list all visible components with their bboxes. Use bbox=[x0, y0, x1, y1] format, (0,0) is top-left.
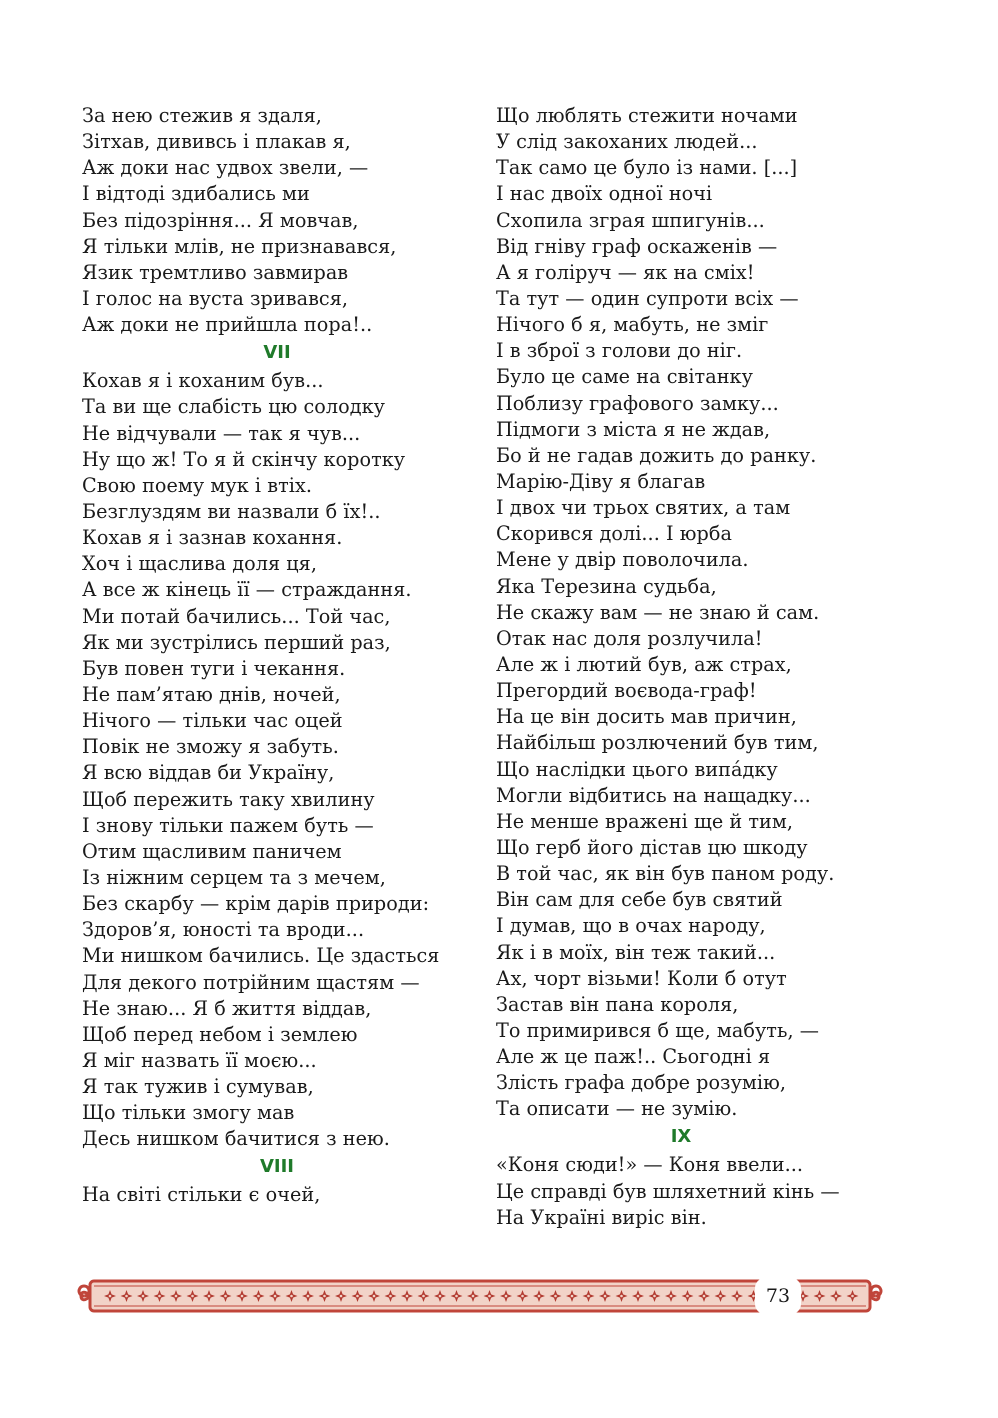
poem-line: Кохав я і зазнав кохання. bbox=[82, 526, 343, 550]
poem-line: І відтоді здибались ми bbox=[82, 182, 310, 206]
poem-line: Аж доки нас удвох звели, — bbox=[82, 156, 369, 180]
poem-line: На це він досить мав причин, bbox=[496, 705, 797, 729]
poem-line: І думав, що в очах народу, bbox=[496, 914, 766, 938]
poem-line: Отим щасливим паничем bbox=[82, 839, 342, 863]
poem-line: Язик тремтливо завмирав bbox=[82, 260, 349, 284]
poem-line: Отак нас доля розлучила! bbox=[496, 626, 763, 650]
poem-line: Могли відбитись на нащадку... bbox=[496, 783, 811, 807]
poem-line: Поблизу графового замку... bbox=[496, 391, 779, 415]
poem-line: Був повен туги і чекання. bbox=[82, 656, 346, 680]
poem-line: Хоч і щаслива доля ця, bbox=[82, 552, 317, 576]
poem-line: Схопила зграя шпигунів... bbox=[496, 208, 765, 232]
poem-line: Для декого потрійним щастям — bbox=[82, 970, 420, 994]
poem-line: Щоб перед небом і землею bbox=[82, 1022, 358, 1046]
poem-line: Застав він пана короля, bbox=[496, 992, 739, 1016]
poem-line: Нічого — тільки час оцей bbox=[82, 709, 343, 733]
poem-line: Він сам для себе був святий bbox=[496, 888, 783, 912]
poem-line: Прегордий воєвода-граф! bbox=[496, 679, 757, 703]
right-text-column bbox=[496, 103, 916, 1231]
page-number: 73 bbox=[765, 1285, 791, 1307]
page-number-box bbox=[755, 1278, 801, 1314]
poem-line: Злість графа добре розумію, bbox=[496, 1071, 786, 1095]
poem-line: Як і в моїх, він теж такий... bbox=[496, 940, 776, 964]
poem-line: Так само це було із нами. [...] bbox=[496, 156, 798, 180]
poem-line: На Україні виріс він. bbox=[496, 1205, 707, 1229]
poem-line: А я голіруч — як на сміх! bbox=[496, 260, 755, 284]
poem-line: Ах, чорт візьми! Коли б отут bbox=[496, 966, 787, 990]
poem-line: У слід закоханих людей... bbox=[496, 130, 758, 154]
poem-line: Мене у двір поволочила. bbox=[496, 548, 749, 572]
poem-line: Не відчували — так я чув... bbox=[82, 421, 361, 445]
poem-line: Кохав я і коханим був... bbox=[82, 369, 324, 393]
poem-line: Що наслідки цього випáдку bbox=[496, 757, 778, 781]
poem-line: Ми нишком бачились. Це здасться bbox=[82, 944, 440, 968]
poem-line: Десь нишком бачитися з нею. bbox=[82, 1127, 390, 1151]
poem-line: Свою поему мук і втіх. bbox=[82, 473, 312, 497]
section-heading: VII bbox=[263, 342, 291, 364]
poem-line: Скорився долі... І юрба bbox=[496, 522, 732, 546]
poem-line: Що тільки змогу мав bbox=[82, 1101, 295, 1125]
poem-line: Не пам’ятаю днів, ночей, bbox=[82, 682, 341, 706]
poem-line: Що люблять стежити ночами bbox=[496, 104, 798, 127]
poem-line: Без підозріння... Я мовчав, bbox=[82, 208, 359, 232]
poem-line: Яка Терезина судьба, bbox=[496, 574, 717, 598]
poem-line: І двох чи трьох святих, а там bbox=[496, 496, 791, 520]
poem-line: Що герб його дістав цю шкоду bbox=[496, 835, 808, 859]
poem-line: Аж доки не прийшла пора!.. bbox=[82, 313, 373, 337]
poem-line: І в зброї з голови до ніг. bbox=[496, 339, 743, 363]
poem-line: Підмоги з міста я не ждав, bbox=[496, 417, 771, 441]
poem-line: Ми потай бачились... Той час, bbox=[82, 604, 391, 628]
poem-line: Від гніву граф оскаженів — bbox=[496, 234, 778, 258]
left-text-column bbox=[82, 103, 462, 1209]
poem-line: То примирився б ще, мабуть, — bbox=[496, 1018, 819, 1042]
poem-line: Та тут — один супроти всіх — bbox=[496, 286, 799, 310]
poem-line: І нас двоїх одної ночі bbox=[496, 182, 713, 206]
poem-line: Бо й не гадав дожить до ранку. bbox=[496, 443, 817, 467]
poem-line: В той час, як він був паном роду. bbox=[496, 862, 835, 886]
poem-line: Але ж це паж!.. Сьогодні я bbox=[496, 1045, 771, 1069]
poem-line: Але ж і лютий був, аж страх, bbox=[496, 652, 792, 676]
poem-line: Я всю віддав би Україну, bbox=[82, 761, 335, 785]
poem-line: Я тільки млів, не признавався, bbox=[82, 234, 397, 258]
poem-line: Найбільш розлючений був тим, bbox=[496, 731, 819, 755]
poem-line: Я міг назвать її моєю... bbox=[82, 1048, 317, 1072]
poem-line: І голос на вуста зривався, bbox=[82, 286, 349, 310]
poem-line: Не менше вражені ще й тим, bbox=[496, 809, 794, 833]
poem-line: За нею стежив я здаля, bbox=[82, 104, 322, 127]
poem-line: Було це саме на світанку bbox=[496, 365, 753, 389]
poem-line: Повік не зможу я забуть. bbox=[82, 735, 339, 759]
poem-line: Як ми зустрілись перший раз, bbox=[82, 630, 391, 654]
poem-line: Щоб пережить таку хвилину bbox=[82, 787, 375, 811]
poem-line: Це справді був шляхетний кінь — bbox=[496, 1179, 840, 1203]
poem-line: Не знаю... Я б життя віддав, bbox=[82, 996, 372, 1020]
section-heading: VIII bbox=[259, 1156, 295, 1178]
poem-line: Зітхав, дививсь і плакав я, bbox=[82, 130, 351, 154]
ornament-scroll-left bbox=[79, 1286, 90, 1300]
poem-line: Здоров’я, юності та вроди... bbox=[82, 918, 365, 942]
poem-line: Безглуздям ви назвали б їх!.. bbox=[82, 499, 381, 523]
ornament-scroll-right bbox=[870, 1286, 881, 1300]
poem-line: «Коня сюди!» — Коня ввели... bbox=[496, 1153, 804, 1177]
poem-line: Марію-Діву я благав bbox=[496, 469, 706, 493]
poem-line: А все ж кінець її — страждання. bbox=[82, 578, 412, 602]
poem-line: Не скажу вам — не знаю й сам. bbox=[496, 600, 820, 624]
section-heading: IX bbox=[670, 1126, 692, 1148]
poem-line: Та описати — не зумію. bbox=[496, 1097, 738, 1121]
poem-line: Я так тужив і сумував, bbox=[82, 1075, 314, 1099]
poem-line: Нічого б я, мабуть, не зміг bbox=[496, 313, 769, 337]
poem-line: На світі стільки є очей, bbox=[82, 1183, 321, 1207]
poem-line: Та ви ще слабість цю солодку bbox=[82, 395, 385, 419]
poem-line: І знову тільки пажем буть — bbox=[82, 813, 374, 837]
poem-line: Без скарбу — крім дарів природи: bbox=[82, 892, 430, 916]
poem-line: Ну що ж! То я й скінчу коротку bbox=[82, 447, 406, 471]
poem-line: Із ніжним серцем та з мечем, bbox=[82, 865, 386, 889]
